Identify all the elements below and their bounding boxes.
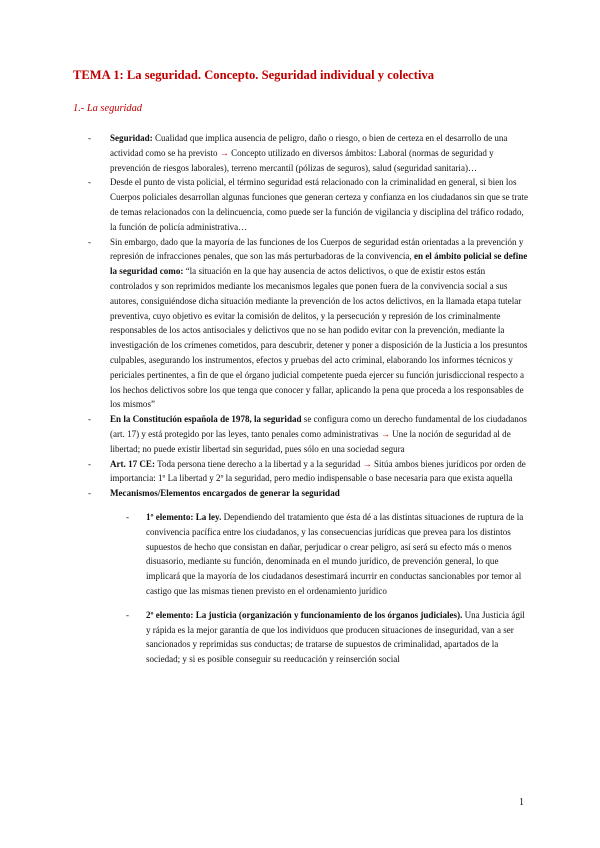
term-seguridad: Seguridad: (110, 133, 153, 143)
document-body (88, 131, 529, 676)
red-arrow-icon: → (380, 428, 390, 439)
bullet-dash: - (88, 133, 92, 143)
bullet-item-mecanismos: - Mecanismos/Elementos encargados de generar la seguridad (110, 486, 528, 501)
bullet-dash: - (88, 177, 92, 188)
bullet-dash: - (88, 488, 92, 499)
red-arrow-icon: → (219, 147, 229, 158)
bullet-item-punto-de-vista-policial: - Desde el punto de vista policial, el término seguridad está relacionado con la criminalidad en general, si bien los Cuerpos policiales desarrollan algunas funciones que generan certeza y confianza en los ciudadanos sin que se trate de temas relacionados con la delincuencia, como puede ser la función de vigilancia y disciplina del tráfico rodado, la función de policía administrativa… (88, 177, 529, 232)
page-number: 1 (519, 797, 524, 808)
sub-item-ley: - 1º elemento: La ley. Dependiendo del tratamiento que ésta dé a las distintas situaciones de ruptura de la convivencia pacífica entre los ciudadanos, y las consecuencias jurídicas que prevea para los distintos supuestos de hecho que consistan en dañar, perjudicar o crear peligro, así será su efecto más o menos disuasorio, mediante su función, denominada en el mundo jurídico, de prevención general, lo que implicará que la mayoría de los ciudadanos desestimará incurrir en conductas sancionables por temor al castigo que las mismas tienen previsto en el ordenamiento jurídico (126, 511, 524, 596)
bullet-dash: - (88, 414, 92, 425)
bullet-item-constitucion: - En la Constitución española de 1978, la seguridad se configura como un derecho fundamental de los ciudadanos (art. 17) y está protegido por las leyes, tanto penales como administrativas → Une la noción de seguridad al de libertad; no puede existir libertad sin seguridad, pues sólo en una sociedad segura (88, 414, 527, 454)
bullet-dash: - (88, 236, 92, 247)
sub-bullet-dash: - (126, 609, 130, 620)
sub-bullet-dash: - (126, 511, 130, 522)
document-title: TEMA 1: La seguridad. Concepto. Seguridad individual y colectiva (73, 68, 435, 82)
sub-item-justicia: - 2º elemento: La justicia (organización y funcionamiento de los órganos judiciales). Una Justicia ágil y rápida es la mejor garantía de que los individuos que producen situaciones de inseguridad, van a ser sancionados y reprimidas sus conductas; de tratarse de supuestos de criminalidad, apartados de la sociedad; y si es posible conseguir su reeducación y reinserción social (126, 609, 525, 665)
bullet-item-seguridad: - Seguridad: Cualidad que implica ausencia de peligro, daño o riesgo, o bien de certeza en el desarrollo de una actividad como se ha previsto → Concepto utilizado en diversos ámbitos: Laboral (normas de seguridad y prevención de riesgos laborales), terreno mercantil (pólizas de seguros), salud (seguridad sanitaria)… (88, 133, 508, 173)
bullet-item-art-17: - Art. 17 CE: Toda persona tiene derecho a la libertad y a la seguridad → Sitúa ambos bienes jurídicos por orden de importancia: 1º La libertad y 2º la seguridad, pero medio indispensable o base necesaria para que exista aquella (88, 458, 526, 484)
bullet-item-definicion-policial: - Sin embargo, dado que la mayoría de las funciones de los Cuerpos de seguridad están orientadas a la prevención y represión de infracciones penales, que son las más perturbadoras de la convivencia, en el ámbito policial se define la seguridad como: “la situación en la que hay ausencia de actos delictivos, o que de existir estos están controlados y son reprimidos mediante los mecanismos legales que ponen fuera de la convivencia social a sus autores, consiguiéndose dicha situación mediante la prevención de los actos delictivos, en la llamada etapa tutelar preventiva, cuyo objetivo es evitar la comisión de delitos, y la persecución y represión de los criminalmente responsables de los actos antisociales y delictivos que no se han podido evitar con la prevención, mediante la investigación de los crímenes cometidos, para descubrir, detener y poner a disposición de la Justicia a los presuntos culpables, asegurando los instrumentos, efectos y pruebas del acto criminal, elaborando los informes técnicos y periciales pertinentes, a fin de que el órgano judicial competente pueda ejercer su función jurisdiccional respecto a los hechos delictivos sobre los que tenga que conocer y fallar, aplicando la pena que proceda a los responsables de los mismos” (88, 236, 528, 410)
bullet-dash: - (88, 458, 92, 469)
red-arrow-icon: → (362, 458, 372, 469)
section-heading: 1.- La seguridad (73, 103, 142, 114)
